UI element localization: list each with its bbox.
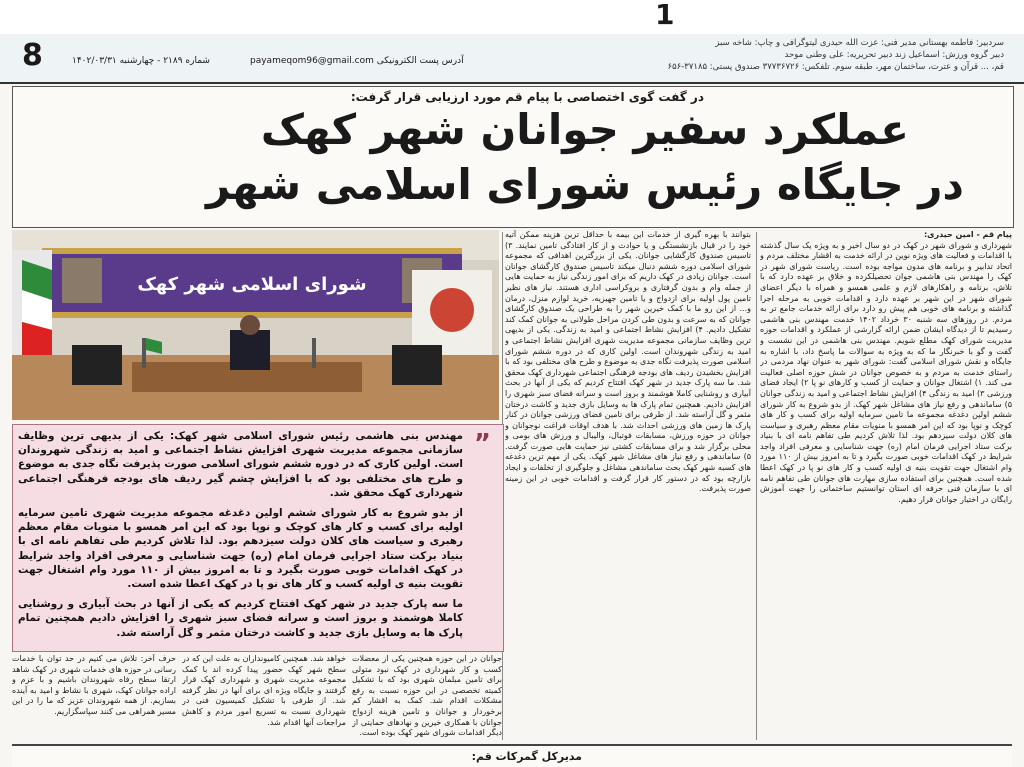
pull-quote-box [12, 424, 504, 652]
column-bottom-middle-text: خواهد شد. همچنین کامیونداران به علت این که در سطح شهر کهک حضور پیدا کرده اند با کمک مجموعه مدیریت شهری و شهرداری کهک قرار گرفتند و جایگاه ویژه ای برای آنها در نظر گرفته شد. از طرفی با تشکیل کمیسیون فنی در شهرداری نسبت به تسریع امور مردم و کاهش مراجعات آنها اقدام شد. [182, 654, 346, 727]
pull-quote-paragraph-1: مهندس بنی هاشمی رئیس شورای اسلامی شهر کهک: یکی از بدیهی ترین وظایف سازمانی مجموعه مدیریت شهری افزایش نشاط اجتماعی و امید به زندگی شهروندان است. اولین کاری که در دوره ششم شورای اسلامی صورت پذیرفت نگاه جدی به موضوع و طرح های مختلفی بود که با افزایش چشم گیر ردیف های بودجه فرهنگی اجتماعی شهرداری کهک محقق شد. [18, 430, 463, 499]
page-number: 8 [22, 38, 43, 73]
quote-icon: ” [473, 429, 491, 459]
column-bottom-right [352, 654, 502, 740]
column-right-text: شهرداری و شورای شهر در کهک در دو سال اخیر و به ویژه یک سال گذشته با اقدامات و فعالیت های ویژه نوین در ارائه خدمت به اقشار مختلف مردم و اتحاد تدابیر و برنامه های مدون مواجه بوده است. ریاست شورای شهر در کهک را مهندس بنی هاشمی جوان تحصیلکرده و خلاق بر عهده دارد که با تلاش، برنامه و راهکارهای لازم و علمی همسو و همراه با دیگر اعضای شورای شهر در این شهر بر عهده دارد و اقدامات خوبی به مرحله اجرا گذاشته و برنامه های خوبی هم پیش رو دارد برای ارائه خدمات جامع تر به مردم. در روزهای سه شنبه ۳۰ خرداد ۱۴۰۲ خدمت مهندس بنی هاشمی رسیدیم تا از دیدگاه ایشان ضمن ارائه گزارشی از عملکرد و اقدامات حوزه مدیریت شورای کهک مطلع شویم. مهندس بنی هاشمی در این نشست و گفت و گو با خبرنگار ما که به ویژه به سوالات ما پاسخ داد، با اشاره به جایگاه و نقش شورای اسلامی گفت: شورای شهر به عنوان نهاد مردمی در راستای خدمت به مردم و به خصوص جوانان در شش حوزه اصلی فعالیت می کند. ۱) اشتغال جوانان و حمایت از کسب و کارهای نو پا ۲) ایجاد فضای ورزشی ۳) امید به زندگی ۴) افزایش نشاط اجتماعی و امید به زندگی جوانان ۵) ساماندهی و رفع نیاز های مشاغل شهر کهک. از بدو شروع به کار شورای ششم اولین دغدغه مجموعه ما تامین سرمایه اولیه برای کسب و کار های کوچک و نوپا بود که این امر همسو با منویات مقام معظم رهبری و سیاست های کلان دولت سیزدهم بود. لذا تلاش کردیم طی تفاهم نامه ای با بنیاد برکت ستاد اجرایی فرمان امام (ره) جهت شناسایی و معرفی افراد واجد شرایط در کهک اقدامات خوبی صورت بگیرد و تا به امروز بیش از ۱۱۰ مورد وام اشتغال جهت تقویت بنیه ی اولیه کسب و کار های نو پا در کهک اعطا شده است. همچنین برای استفاده سازی مهارت های جوانان طی تفاهم نامه ای با سازمان فنی حرفه ای استان توانستیم ساختمانی را جهت آموزش رایگان در اختیار جوانان قرار دهیم. [760, 240, 1012, 504]
article-photo [12, 230, 499, 420]
email-row [250, 56, 464, 66]
headline-line-2: در جایگاه رئیس شورای اسلامی شهر [205, 160, 964, 209]
photo-banner-text: شورای اسلامی شهر کهک [137, 274, 367, 295]
masthead-line-1: سردبیر: فاطمه بهستانی مدیر فنی: عزت الله حیدری لیتوگرافی و چاپ: شاخه سبز [715, 38, 1004, 48]
folio-number: 1 [655, 0, 675, 31]
column-bottom-middle [182, 654, 346, 740]
pull-quote-text [18, 429, 463, 646]
headline-line-1: عملکرد سفیر جوانان شهر کهک [260, 105, 909, 154]
pull-quote-paragraph-2: از بدو شروع به کار شورای ششم اولین دغدغه مجموعه مدیریت شهری تامین سرمایه اولیه برای کسب و کار های کوچک و نوپا بود که این امر همسو با منویات مقام معظم رهبری و سیاست های کلان دولت سیزدهم بود. لذا تلاش کردیم طی تفاهم نامه ای با بنیاد برکت ستاد اجرایی فرمان امام (ره) جهت شناسایی و معرفی افراد واجد شرایط در کهک اقدامات خوبی صورت بگیرد و تا به امروز بیش از ۱۱۰ مورد وام اشتغال جهت تقویت بنیه ی اولیه کسب و کار های نو پا در کهک اعطا شده است. [18, 507, 463, 591]
next-article-title: مدیرکل گمرکات قم: [471, 750, 582, 763]
column-bottom-right-text: جوانان در این حوزه همچنین یکی از معضلات کسب و کار شهرداری در کهک نبود متولی برای تامین مبلمان شهری بود که با تشکیل کمیته تخصصی در این حوزه نسبت به رفع مشکلات اقدام شد. کمک به اقشار کم برخوردار و جوانان و تامین هزینه ازدواج جوانان با همکاری خیرین و نهادهای حمایتی از دیگر اقدامات شورای شهر کهک بوده است. [352, 654, 502, 738]
issue-date: شماره ۲۱۸۹ - چهارشنبه ۱۴۰۲/۰۳/۳۱ [72, 56, 210, 66]
column-middle [505, 230, 751, 740]
column-bottom-left-text: حرف آخر: تلاش می کنیم در حد توان با خدمات رسانی در حوزه های خدمات شهری در کهک شاهد ارتقا سطح رفاه شهروندان باشیم و با عزم و اراده جوانان کهک، شهری با نشاط و امید به آینده بسازیم. از همه شهروندان عزیز که ما را در این مسیر همراهی می کنند سپاسگزاریم. [12, 654, 176, 716]
column-bottom-left [12, 654, 176, 740]
email-label: آدرس پست الکترونیکی [376, 56, 464, 66]
column-right [760, 230, 1012, 740]
column-rule-1 [756, 232, 757, 740]
email-address: payameqom96@gmail.com [250, 56, 374, 66]
pull-quote-paragraph-3: ما سه پارک جدید در شهر کهک افتتاح کردیم که یکی از آنها در بحث آبیاری و روشنایی کاملا هوشمند و بروز است و سرانه فضای سبز شهری را افزایش دادیم همچنین تمام پارک ها به وسایل بازی جدید و کاشت درختان مثمر و گل آراسته شد. [18, 598, 463, 639]
byline: پیام قم - امین حیدری: [923, 230, 1012, 239]
next-article-bar [12, 744, 1012, 767]
photo-illustration [12, 230, 499, 420]
masthead-line-2: دبیر گروه ورزش: اسماعیل زند دبیر تحریریه: علی وطنی موحد [784, 50, 1004, 60]
column-middle-text: بتوانند با بهره گیری از خدمات این بیمه با حداقل ترین هزینه ممکن آتیه خود را در قبال بازنشستگی و یا حوادث و از کار افتادگی تامین نمایند. ۳) تاسیس صندوق کارگشایی جوانان. یکی از بزرگترین اهدافی که مجموعه شورای اسلامی دوره ششم دنبال میکند تاسیس صندوق کارگشای جوانان است. جوانان زیادی در کهک داریم که برای امور زندگی نیاز به حمایت هایی از جمله وام و بدون گرفتاری و بروکراسی اداری هستند. نیاز های نظیر تامین پول اولیه برای ازدواج و یا تامین جهیزیه، خرید لوازم منزل، درمان و... از این رو ما با کمک خیرین شهر را به طراحی یک صندوق کارگشای جوانان که به سرعت و بدون طی کردن مراحل طولانی به جوانان کمک کند تشکیل دادیم. ۴) افزایش نشاط اجتماعی و امید به زندگی. یکی از بدیهی ترین وظایف سازمانی مجموعه مدیریت شهری افزایش نشاط اجتماعی و امید به زندگی شهروندان است. اولین کاری که در دوره ششم شورای اسلامی صورت پذیرفت نگاه جدی به موضوع و طرح های مختلفی بود که با افزایش بخشیدن ردیف های بودجه فرهنگی اجتماعی شهرداری کهک محقق شد. ما سه پارک جدید در شهر کهک افتتاح کردیم که یکی از آنها در بحث آبیاری و روشنایی کاملا هوشمند و بروز است و سرانه فضای سبز شهری را افزایش دادیم. همچنین تمام پارک ها به وسایل بازی جدید و کاشت درختان مثمر و گل آراسته شد. از طرفی برای تامین فضای ورزشی جوانان در کنار پارک ها زمین های ورزشی احداث شد. با هدف اوقات فراغت نوجوانان و جوانان در حوزه ورزش، مسابقات فوتبال، والیبال و ورزش های بومی و محلی برگزار شد و برای مسابقات کشتی نیز حمایت هایی صورت گرفت. ۵) ساماندهی و رفع نیاز های مشاغل شهر کهک. یکی از مهم ترین دغدغه های کسبه شهر کهک بحث ساماندهی مشاغل و جلوگیری از تخلفات و ایجاد بازارچه بود که در دستور کار قرار گرفت و اقدامات خوبی در این زمینه صورت پذیرفت. [505, 230, 751, 494]
top-strip [0, 0, 1024, 35]
masthead-line-3: قم، ... قرآن و عترت، ساختمان مهر، طبقه سوم. تلفکس: ۳۷۷۳۶۷۲۶ صندوق پستی: ۳۷۱۸۵-۶۵۶ [667, 62, 1004, 72]
article-kicker: در گفت گوی اختصاصی با پیام قم مورد ارزیابی قرار گرفت: [350, 90, 704, 104]
